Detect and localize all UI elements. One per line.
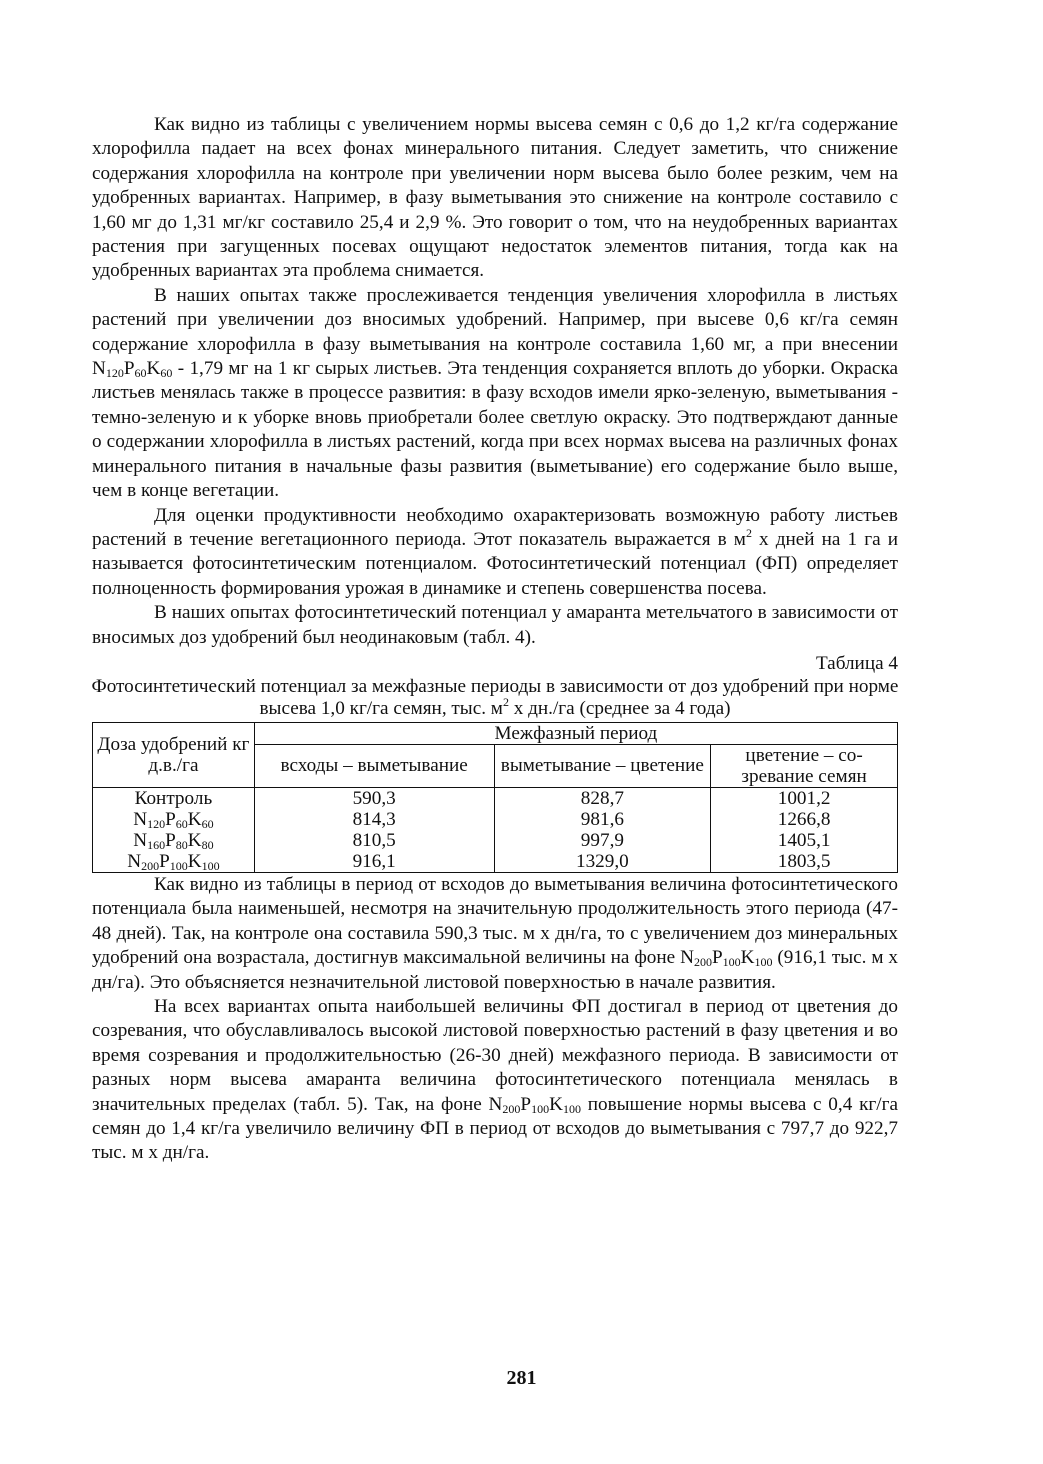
paragraph-6-text-b: повышение нормы высева с 0,4 кг/га семян до 1,4 кг/га увеличило величину ФП в период от всходов до выметывания с 797,7 до 922,7 тыс. м х дн/га. — [92, 1093, 898, 1164]
row-value-3: 1001,2 — [711, 787, 898, 809]
row-dose: $N_{160}P_{80}K_{80}$ — [93, 830, 255, 851]
paragraph-3-text-b: х дней на 1 га и называется фотосинтетическим потенциалом. Фотосинтетический потенциал (ФП) определяет полноценность формирования урожая в динамике и степень совершенства посева. — [92, 528, 898, 599]
table-caption: Фотосинтетический потенциал за межфазные периоды в зависимости от доз удобрений при норме высева 1,0 кг/га семян, тыс. $м^2$ х дн./га (среднее за 4 года) — [91, 675, 899, 719]
header-interphase-period: Межфазный период — [254, 722, 897, 744]
table-row — [93, 851, 898, 873]
row-value-2: 997,9 — [494, 830, 711, 851]
caption-superscript-2: 2 — [502, 694, 509, 709]
table-label: Таблица 4 — [815, 652, 898, 674]
superscript-2: 2 — [745, 525, 752, 540]
paragraph-5 — [92, 873, 898, 995]
paragraph-6-text-a: На всех вариантах опыта наибольшей величины ФП достигал в период от цветения до созревания, что обуславливалось высокой листовой поверхностью растений в фазу цветения и во время созревания и продолжительностью (26-30 дней) межфазного периода. В зависимости от разных норм высева амаранта величина фотосинтетического потенциала менялась в значительных пределах (табл. 5). Так, на фоне — [92, 995, 898, 1115]
page-number: 281 — [506, 1367, 537, 1389]
table-row — [93, 787, 898, 809]
formula-n200-p100-k100: $N_{200}P_{100}K_{100}$ — [680, 947, 773, 970]
row-value-3: 1266,8 — [711, 809, 898, 830]
row-value-1: 916,1 — [254, 851, 494, 873]
row-value-1: 590,3 — [254, 787, 494, 809]
photosynthetic-potential-table — [92, 722, 898, 873]
table-row — [93, 830, 898, 851]
page-body — [92, 113, 898, 1166]
paragraph-3 — [92, 504, 898, 602]
row-value-3: 1803,5 — [711, 851, 898, 873]
paragraph-1: Как видно из таблицы с увеличением нормы высева семян с 0,6 до 1,2 кг/га содержание хлорофилла падает на всех фонах минерального питания. Следует заметить, что снижение содержания хлорофилла на контроле при увеличении норм высева было более резким, чем на удобренных вариантах. Например, в фазу выметывания это снижение на контроле составило с 1,60 мг до 1,31 мг/кг составило 25,4 и 2,9 %. Это говорит о том, что на неудобренных вариантах растения при загущенных посевах ощущают недостаток элементов питания, тогда как на удобренных вариантах эта проблема снимается. — [92, 114, 898, 282]
formula-n200-p100-k100: $N_{200}P_{100}K_{100}$ — [488, 1093, 581, 1116]
paragraph-6 — [92, 995, 898, 1166]
row-value-2: 828,7 — [494, 787, 711, 809]
paragraph-2 — [92, 284, 898, 504]
paragraph-5-text-a: Как видно из таблицы в период от всходов до выметывания величина фотосинтетического потенциала была наименьшей, несмотря на значительную продолжительность этого периода (47-48 дней). Так, на контроле она составила 590,3 тыс. м х дн/га, то с увеличением доз минеральных удобрений она возрастала, достигнув максимальной величины на фоне — [92, 873, 898, 969]
row-value-2: 981,6 — [494, 809, 711, 830]
header-col-2: выметывание – цветение — [494, 744, 711, 787]
paragraph-2-text-a: В наших опытах также прослеживается тенденция увеличения хлорофилла в листьях растений при увеличении доз вносимых удобрений. Например, при высеве 0,6 кг/га семян содержание хлорофилла в фазу выметывания на контроле составила 1,60 мг, а при внесении — [92, 284, 898, 355]
row-dose: $N_{200}P_{100}K_{100}$ — [93, 851, 255, 873]
paragraph-2-text-b: - 1,79 мг на 1 кг сырых листьев. Эта тенденция сохраняется вплоть до уборки. Окраска листьев менялась также в процессе развития: в фазу всходов имели ярко-зеленую, выметывания - темно-зеленую и к уборке вновь приобретали более светлую окраску. Это подтверждают данные о содержании хлорофилла в листьях растений, когда при всех нормах высева на различных фонах минерального питания в начальные фазы развития (выметывание) его содержание было выше, чем в конце вегетации. — [92, 358, 898, 502]
table-row — [93, 809, 898, 830]
row-value-2: 1329,0 — [494, 851, 711, 873]
header-col-3: цветение – созревание семян — [711, 744, 898, 787]
header-col-1: всходы – выметывание — [254, 744, 494, 787]
row-value-1: 810,5 — [254, 830, 494, 851]
paragraph-3-text-a: Для оценки продуктивности необходимо охарактеризовать возможную работу листьев растений в течение вегетационного периода. Этот показатель выражается в м — [92, 504, 898, 550]
paragraph-4: В наших опытах фотосинтетический потенциал у амаранта метельчатого в зависимости от вносимых доз удобрений был неодинаковым (табл. 4). — [92, 602, 898, 648]
row-dose: Контроль — [93, 787, 255, 809]
paragraph-5-text-b: (916,1 тыс. м х дн/га). Это объясняется незначительной листовой поверхностью в начале развития. — [92, 947, 898, 993]
row-dose: $N_{120}P_{60}K_{60}$ — [93, 809, 255, 830]
row-value-3: 1405,1 — [711, 830, 898, 851]
formula-n120-p60-k60: $N_{120}P_{60}K_{60}$ — [92, 358, 173, 381]
header-dose: Доза удобрений кг д.в./га — [93, 722, 255, 787]
row-value-1: 814,3 — [254, 809, 494, 830]
